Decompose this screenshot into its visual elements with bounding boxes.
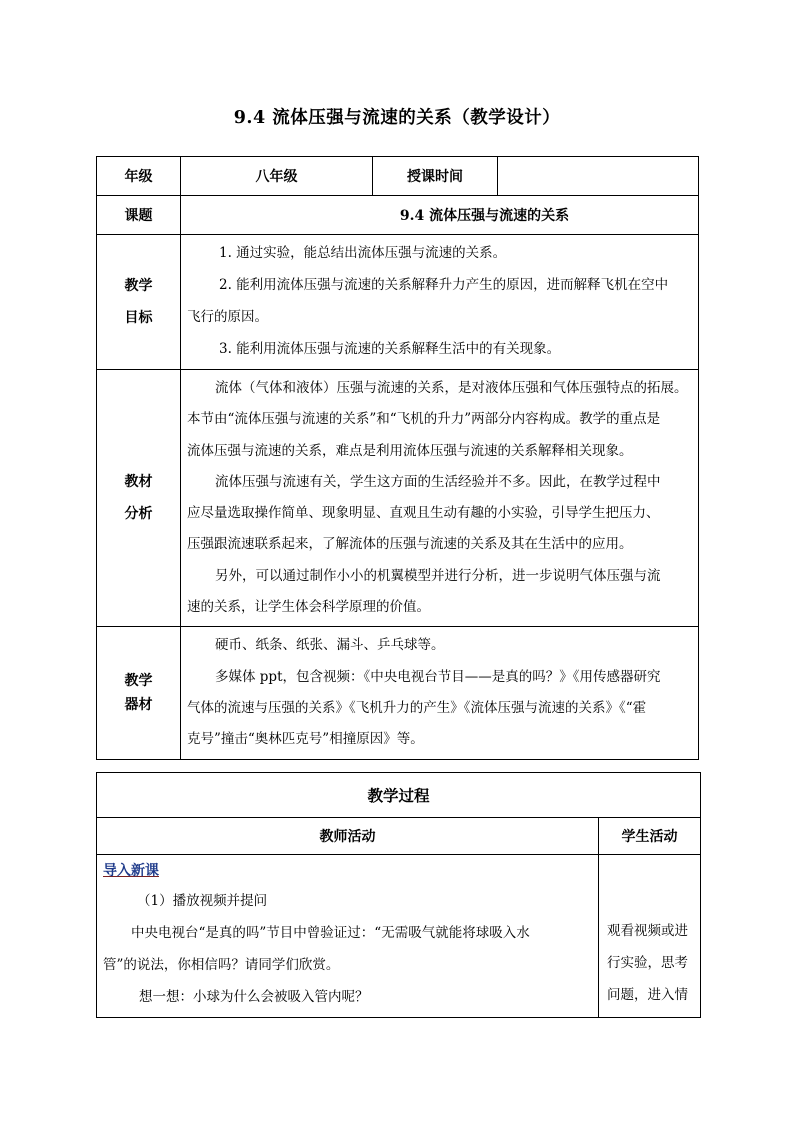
document-title: 9.4 流体压强与流速的关系（教学设计） [233,108,561,128]
teacher-line: （1）播放视频并提问 [137,893,268,909]
topic-row [97,196,699,235]
materials-line: 克号”撞击“奥林匹克号”相撞原因》等。 [187,731,424,748]
analysis-line: 应尽量选取操作简单、现象明显、直观且生动有趣的小实验，引导学生把压力、 [187,505,660,522]
goals-label [97,235,181,370]
grade-label: 年级 [97,157,181,196]
teacher-line: 想一想：小球为什么会被吸入管内呢？ [139,989,369,1005]
teacher-line: 中央电视台“是真的吗”节目中曾验证过：“无需吸气就能将球吸入水 [131,925,530,941]
topic-value: 9.4 流体压强与流速的关系 [181,196,699,235]
teaching-process-table [96,772,701,1018]
analysis-label [97,370,181,627]
materials-content [181,627,699,759]
goal-item: 2. 能利用流体压强与流速的关系解释升力产生的原因，进而解释飞机在空中 [219,277,669,293]
student-line: 问题，进入情 [607,987,688,1003]
analysis-content [181,370,699,627]
goals-label-line: 目标 [124,310,153,326]
goal-item: 3. 能利用流体压强与流速的关系解释生活中的有关现象。 [219,341,561,357]
analysis-line: 本节由“流体压强与流速的关系”和“飞机的升力”两部分内容构成。教学的重点是 [187,411,661,428]
teacher-line: 管”的说法，你相信吗？请同学们欣赏。 [103,957,340,973]
student-activity-cell [599,855,701,1018]
analysis-label-line: 分析 [124,506,153,523]
section-title-link[interactable]: 导入新课 [103,863,159,879]
goal-item: 1. 通过实验，能总结出流体压强与流速的关系。 [219,245,507,261]
teacher-activity-header: 教师活动 [97,818,599,855]
analysis-line: 流体（气体和液体）压强与流速的关系，是对液体压强和气体压强特点的拓展。 [215,380,688,396]
analysis-row [97,370,699,627]
goal-item: 飞行的原因。 [187,309,268,325]
intro-row [97,855,701,1018]
materials-line: 多媒体 ppt，包含视频：《中央电视台节目——是真的吗？》《用传感器研究 [215,668,661,685]
goals-label-line: 教学 [124,278,153,294]
materials-row [97,627,699,759]
grade-row [97,157,699,196]
grade-value: 八年级 [181,157,373,196]
process-header-row [97,818,701,855]
teacher-activity-cell [97,855,599,1018]
analysis-line: 流体压强与流速的关系，难点是利用流体压强与流速的关系解释相关现象。 [187,442,633,459]
materials-line: 气体的流速与压强的关系》《飞机升力的产生》《流体压强与流速的关系》《“霍 [187,699,647,716]
time-value [498,157,699,196]
time-label: 授课时间 [373,157,498,196]
materials-label-line: 器材 [124,696,153,713]
goals-content [181,235,699,370]
materials-label [97,627,181,759]
process-title-row [97,773,701,818]
student-activity-header: 学生活动 [599,818,701,855]
materials-line: 硬币、纸条、纸张、漏斗、乒乓球等。 [215,637,445,654]
lesson-info-table [96,156,699,760]
analysis-line: 流体压强与流速有关，学生这方面的生活经验并不多。因此，在教学过程中 [215,473,661,490]
analysis-line: 速的关系，让学生体会科学原理的价值。 [187,599,430,616]
goals-row [97,235,699,370]
analysis-label-line: 教材 [124,474,153,491]
student-line: 观看视频或进 [607,923,688,939]
analysis-line: 另外，可以通过制作小小的机翼模型并进行分析，进一步说明气体压强与流 [215,567,661,584]
analysis-line: 压强跟流速联系起来，了解流体的压强与流速的关系及其在生活中的应用。 [187,536,633,553]
student-line: 行实验，思考 [607,955,688,971]
topic-label: 课题 [97,196,181,235]
materials-label-line: 教学 [124,672,153,689]
process-title: 教学过程 [97,773,701,818]
